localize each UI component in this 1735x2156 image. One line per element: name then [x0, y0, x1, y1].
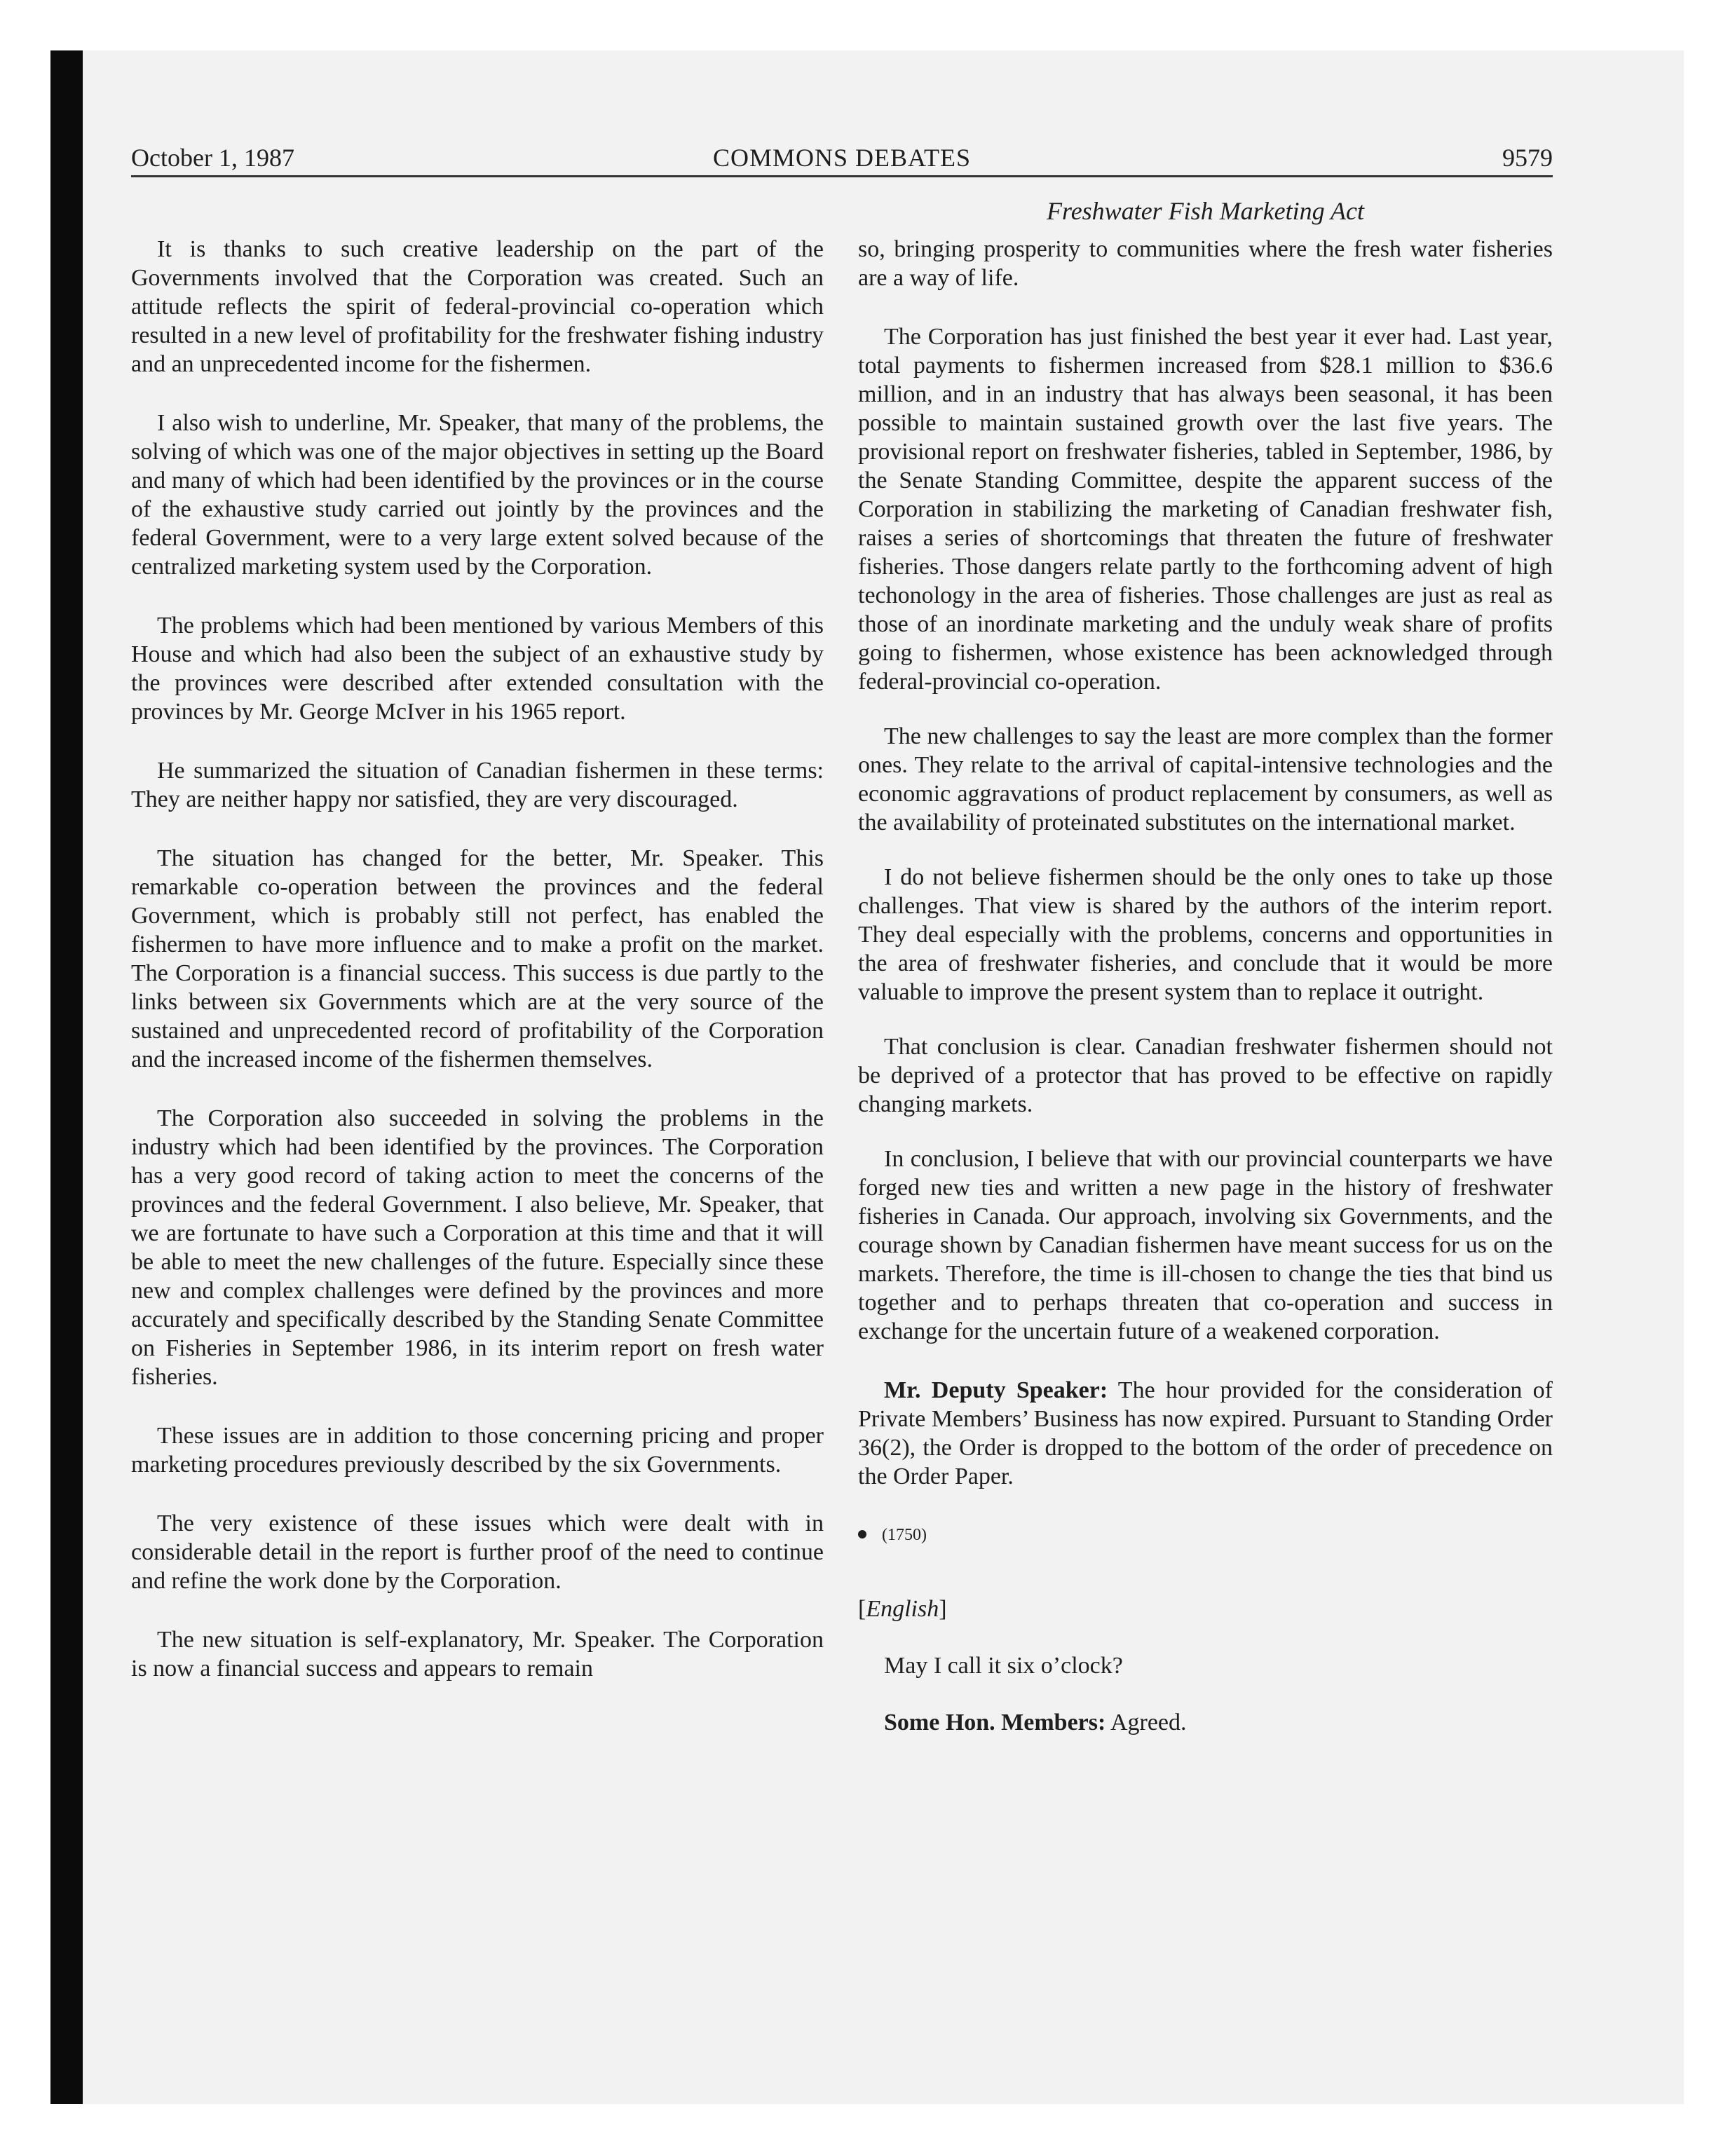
bullet-icon — [858, 1530, 866, 1538]
paragraph: I also wish to underline, Mr. Speaker, that many of the problems, the solving of which was one of the major objectives in setting up the Board and many of which had been identified by the provinces or in the course of the exhaustive study carried out jointly by the provinces and the federal Government, were to a very large extent solved because of the centralized marketing system used by the Corporation. — [131, 410, 824, 580]
question: May I call it six o’clock? — [884, 1653, 1123, 1679]
header-rule — [131, 175, 1553, 177]
paragraph: The Corporation also succeeded in solving the problems in the industry which had been identified by the provinces. The Corporation has a very good record of taking action to meet the concerns of the provinces and the federal Government. I also believe, Mr. Speaker, that we are fortunate to have such a Corporation at this time and that it will be able to meet the new challenges of the future. Especially since these new and complex challenges were defined by the provinces and more accurately and specifically described by the Standing Senate Committee on Fisheries in September 1986, in its interim report on fresh water fisheries. — [131, 1105, 824, 1390]
running-header — [131, 139, 1553, 177]
paragraph: In conclusion, I believe that with our provincial counterparts we have forged new ties and written a new page in the history of freshwater fisheries in Canada. Our approach, involving six Governments, and the courage shown by Canadian fishermen have meant success for us on the markets. Therefore, the time is ill-chosen to change the ties that bind us together and to perhaps threaten that co-operation and success in exchange for the uncertain future of a weakened corporation. — [858, 1146, 1553, 1344]
paragraph: The situation has changed for the better, Mr. Speaker. This remarkable co-operation between the provinces and the federal Government, which is probably still not perfect, has enabled the fishermen to have more influence and to make a profit on the market. The Corporation is a financial success. This success is due partly to the links between six Governments which are at the very source of the sustained and unprecedented record of profitability of the Corporation and the increased income of the fishermen themselves. — [131, 845, 824, 1072]
section-title: Freshwater Fish Marketing Act — [1047, 197, 1364, 225]
language-label: English — [866, 1596, 939, 1622]
paragraph: The problems which had been mentioned by various Members of this House and which had also been the subject of an exhaustive study by the provinces were described after extended consultation with the provinces by Mr. George McIver in his 1965 report. — [131, 613, 824, 725]
time-marker — [858, 1521, 1553, 1550]
time-stamp: (1750) — [882, 1526, 927, 1544]
statement-text: The hour provided for the consideration of Private Members’ Business has now expired. Pursuant to Standing Order 36(2), the Order is dropped to the bottom of the order of precedence on the Order Paper. — [858, 1377, 1553, 1489]
right-column — [858, 235, 1553, 1767]
header-publication: COMMONS DEBATES — [712, 144, 972, 172]
paragraph: That conclusion is clear. Canadian freshwater fishermen should not be deprived of a protector that has proved to be effective on rapidly changing markets. — [858, 1034, 1553, 1117]
deputy-speaker-statement — [858, 1376, 1553, 1491]
paragraph: He summarized the situation of Canadian fishermen in these terms: They are neither happy nor satisfied, they are very discouraged. — [131, 758, 824, 812]
header-page-number: 9579 — [1502, 144, 1553, 172]
paragraph: These issues are in addition to those concerning pricing and proper marketing procedures previously described by the six Governments. — [131, 1423, 824, 1478]
members-reply — [858, 1708, 1553, 1737]
scan-edge-bar — [50, 50, 83, 2104]
paragraph: The new situation is self-explanatory, Mr. Speaker. The Corporation is now a financial success and appears to remain — [131, 1627, 824, 1681]
speaker-name: Mr. Deputy Speaker: — [884, 1377, 1108, 1403]
reply-text: Agreed. — [1105, 1710, 1187, 1735]
paragraph: It is thanks to such creative leadership on the part of the Governments involved that the Corporation was created. Such an attitude reflects the spirit of federal-provincial co-operation which resulted in a new level of profitability for the freshwater fishing industry and an unprecedented income for the fishermen. — [131, 236, 824, 377]
left-column — [131, 235, 824, 1713]
header-date: October 1, 1987 — [131, 144, 294, 172]
language-tag: [English] — [858, 1596, 947, 1622]
continued-paragraph: so, bringing prosperity to communities where the fresh water fisheries are a way of life. — [858, 236, 1553, 291]
paragraph: The very existence of these issues which were dealt with in considerable detail in the report is further proof of the need to continue and refine the work done by the Corporation. — [131, 1510, 824, 1594]
speaker-name: Some Hon. Members: — [884, 1710, 1106, 1735]
paragraph: The new challenges to say the least are more complex than the former ones. They relate to the arrival of capital-intensive technologies and the economic aggravations of product replacement by consumers, as well as the availability of proteinated substitutes on the international market. — [858, 723, 1553, 835]
paragraph: I do not believe fishermen should be the only ones to take up those challenges. That view is shared by the authors of the interim report. They deal especially with the problems, concerns and opportunities in the area of freshwater fisheries, and conclude that it would be more valuable to improve the present system than to replace it outright. — [858, 864, 1553, 1005]
paragraph: The Corporation has just finished the best year it ever had. Last year, total payments to fishermen increased from $28.1 million to $36.6 million, and in an industry that has always been seasonal, it has been possible to maintain sustained growth over the last five years. The provisional report on freshwater fisheries, tabled in September, 1986, by the Senate Standing Committee, despite the apparent success of the Corporation in stabilizing the marketing of Canadian freshwater fish, raises a series of shortcomings that threaten the future of freshwater fisheries. Those dangers relate partly to the forthcoming advent of high techonology in the area of fisheries. Those challenges are just as real as those of an inordinate marketing and the unduly weak share of profits going to fishermen, whose existence has been acknowledged through federal-provincial co-operation. — [858, 324, 1553, 695]
